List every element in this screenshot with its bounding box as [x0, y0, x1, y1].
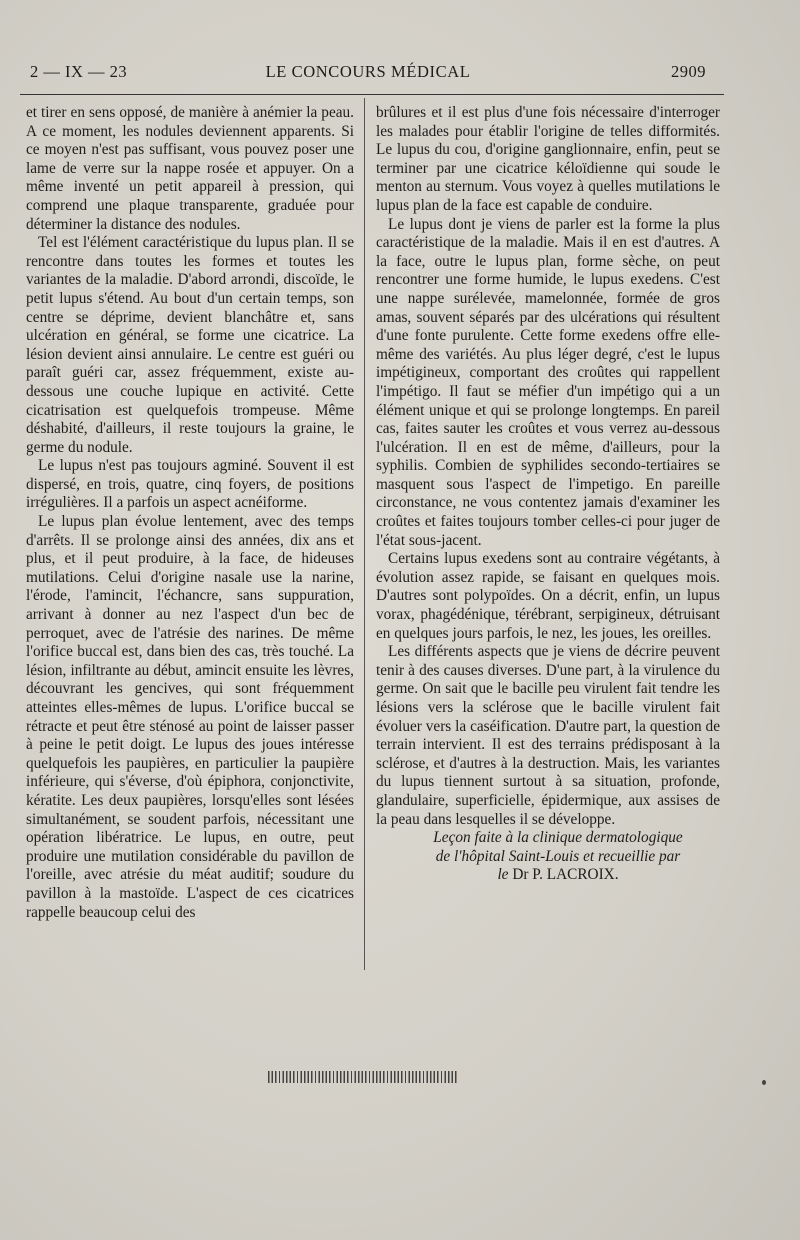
- lecture-credit: [376, 829, 720, 885]
- paragraph: Certains lupus exedens sont au contraire végétants, à évolution assez rapide, se faisant en quelques mois. D'autres sont polypoïdes. On a décrit, enfin, un lupus vorax, phagédénique, térébrant, serpigineux, détruisant en quelques jours parfois, le nez, les joues, les oreilles.: [376, 550, 720, 642]
- author-name: Dr P. LACROIX.: [512, 866, 619, 884]
- paragraph: Le lupus dont je viens de parler est la forme la plus caractéristique de la maladie. Mais il en est d'autres. A la face, outre le lupus plan, forme sèche, on peut rencontrer une forme humide, le lupus exedens. C'est une nappe surélevée, mamelonnée, formée de gros amas, souvent séparés par des ulcérations qui résultent d'une fonte purulente. Cette forme exedens offre elle-même des variétés. Au plus léger degré, c'est le lupus impétigineux, comportant des croûtes qui rappellent l'impétigo. Il faut se méfier d'un impétigo qui a un élément unique et qui se prolonge longtemps. En pareil cas, faites sauter les croûtes et vous verrez au-dessous l'ulcération. Il en est de même, d'ailleurs, pour la syphilis. Combien de syphilides secondo-tertiaires se masquent sous l'aspect de l'impetigo. En pareille circonstance, ne vous contentez jamais d'examiner les croûtes et faites toujours tomber celles-ci pour juger de l'état sous-jacent.: [376, 215, 720, 549]
- credit-prefix: le: [497, 866, 509, 884]
- credit-line: Leçon faite à la clinique dermatologique: [433, 829, 683, 847]
- issue-date: 2 — IX — 23: [30, 62, 128, 81]
- right-column: [376, 104, 720, 984]
- decorative-rule-ornament: [268, 1071, 458, 1083]
- paragraph: Le lupus n'est pas toujours agminé. Souvent il est dispersé, en trois, quatre, cinq foyers, de positions irrégulières. Il a parfois un aspect acnéiforme.: [26, 457, 354, 512]
- ink-speck: [762, 1080, 766, 1085]
- paragraph: et tirer en sens opposé, de manière à anémier la peau. A ce moment, les nodules deviennent apparents. Si ce moyen n'est pas suffisant, vous pouvez poser une lame de verre sur la nappe rosée et appuyer. On a même inventé un petit appareil à pression, qui comprend une plaque transparente, graduée pour déterminer la distance des nodules.: [26, 104, 354, 233]
- page-header: [30, 62, 706, 84]
- column-divider: [364, 98, 365, 970]
- credit-line: de l'hôpital Saint-Louis et recueillie par: [435, 847, 681, 865]
- paragraph: Le lupus plan évolue lentement, avec des temps d'arrêts. Il se prolonge ainsi des années, dix ans et plus, et il peut produire, à la face, de hideuses mutilations. Celui d'origine nasale use la narine, l'érode, l'amincit, l'échancre, sans suppuration, arrivant à donner au nez l'aspect d'un bec de perroquet, avec de l'atrésie des narines. De même l'orifice buccal est, dans bien des cas, très touché. La lésion, infiltrante au début, amincit ensuite les lèvres, découvrant les gencives, qui sont fréquemment atteintes elles-mêmes de lupus. L'orifice buccal se rétracte et peut être sténosé au point de laisser passer à peine le petit doigt. Le lupus des joues intéresse quelquefois les paupières, en particulier la paupière inférieure, qui s'éverse, d'où épiphora, conjonctivite, kératite. Les deux paupières, lorsqu'elles sont lésées simultanément, se soudent parfois, nécessitant une opération libératrice. Le lupus, en outre, peut produire une mutilation considérable du pavillon de l'oreille, avec atrésie du méat auditif; soudure du pavillon à la mastoïde. L'aspect de ces cicatrices rappelle beaucoup celui des: [26, 513, 354, 921]
- publication-title: LE CONCOURS MÉDICAL: [265, 62, 471, 81]
- paragraph: Tel est l'élément caractéristique du lupus plan. Il se rencontre dans toutes les formes et toutes les variantes de la maladie. D'abord arrondi, discoïde, le petit lupus s'étend. Au bout d'un certain temps, son centre se déprime, devient blanchâtre et, sans ulcération en général, se forme une cicatrice. La lésion devient ainsi annulaire. Le centre est guéri ou paraît guéri car, assez fréquemment, existe au-dessous une couche lupique en activité. Cette cicatrisation est quelquefois trompeuse. Même déshabité, d'ailleurs, il reste toujours la graine, le germe du nodule.: [26, 234, 354, 456]
- left-column: [26, 104, 354, 984]
- paragraph: brûlures et il est plus d'une fois nécessaire d'interroger les malades pour établir l'origine de telles difformités. Le lupus du cou, d'origine ganglionnaire, enfin, peut se terminer par une cicatrice kéloïdienne qui soude le menton au sternum. Vous voyez à quelles mutilations le lupus plan de la face est capable de conduire.: [376, 104, 720, 214]
- page-number: 2909: [671, 62, 706, 81]
- paragraph: Les différents aspects que je viens de décrire peuvent tenir à des causes diverses. D'une part, à la virulence du germe. On sait que le bacille peu virulent fait tendre les lésions vers la sclérose que le bacille virulent fait évoluer vers la caséification. D'autre part, la question de terrain intervient. Il est des terrains prédisposant à la sclérose, et d'autres à la destruction. Mais, les variantes du lupus tiennent surtout à sa situation, profonde, glandulaire, superficielle, épidermique, aux assises de la peau dans lesquelles il se développe.: [376, 643, 720, 828]
- header-rule: [20, 94, 724, 95]
